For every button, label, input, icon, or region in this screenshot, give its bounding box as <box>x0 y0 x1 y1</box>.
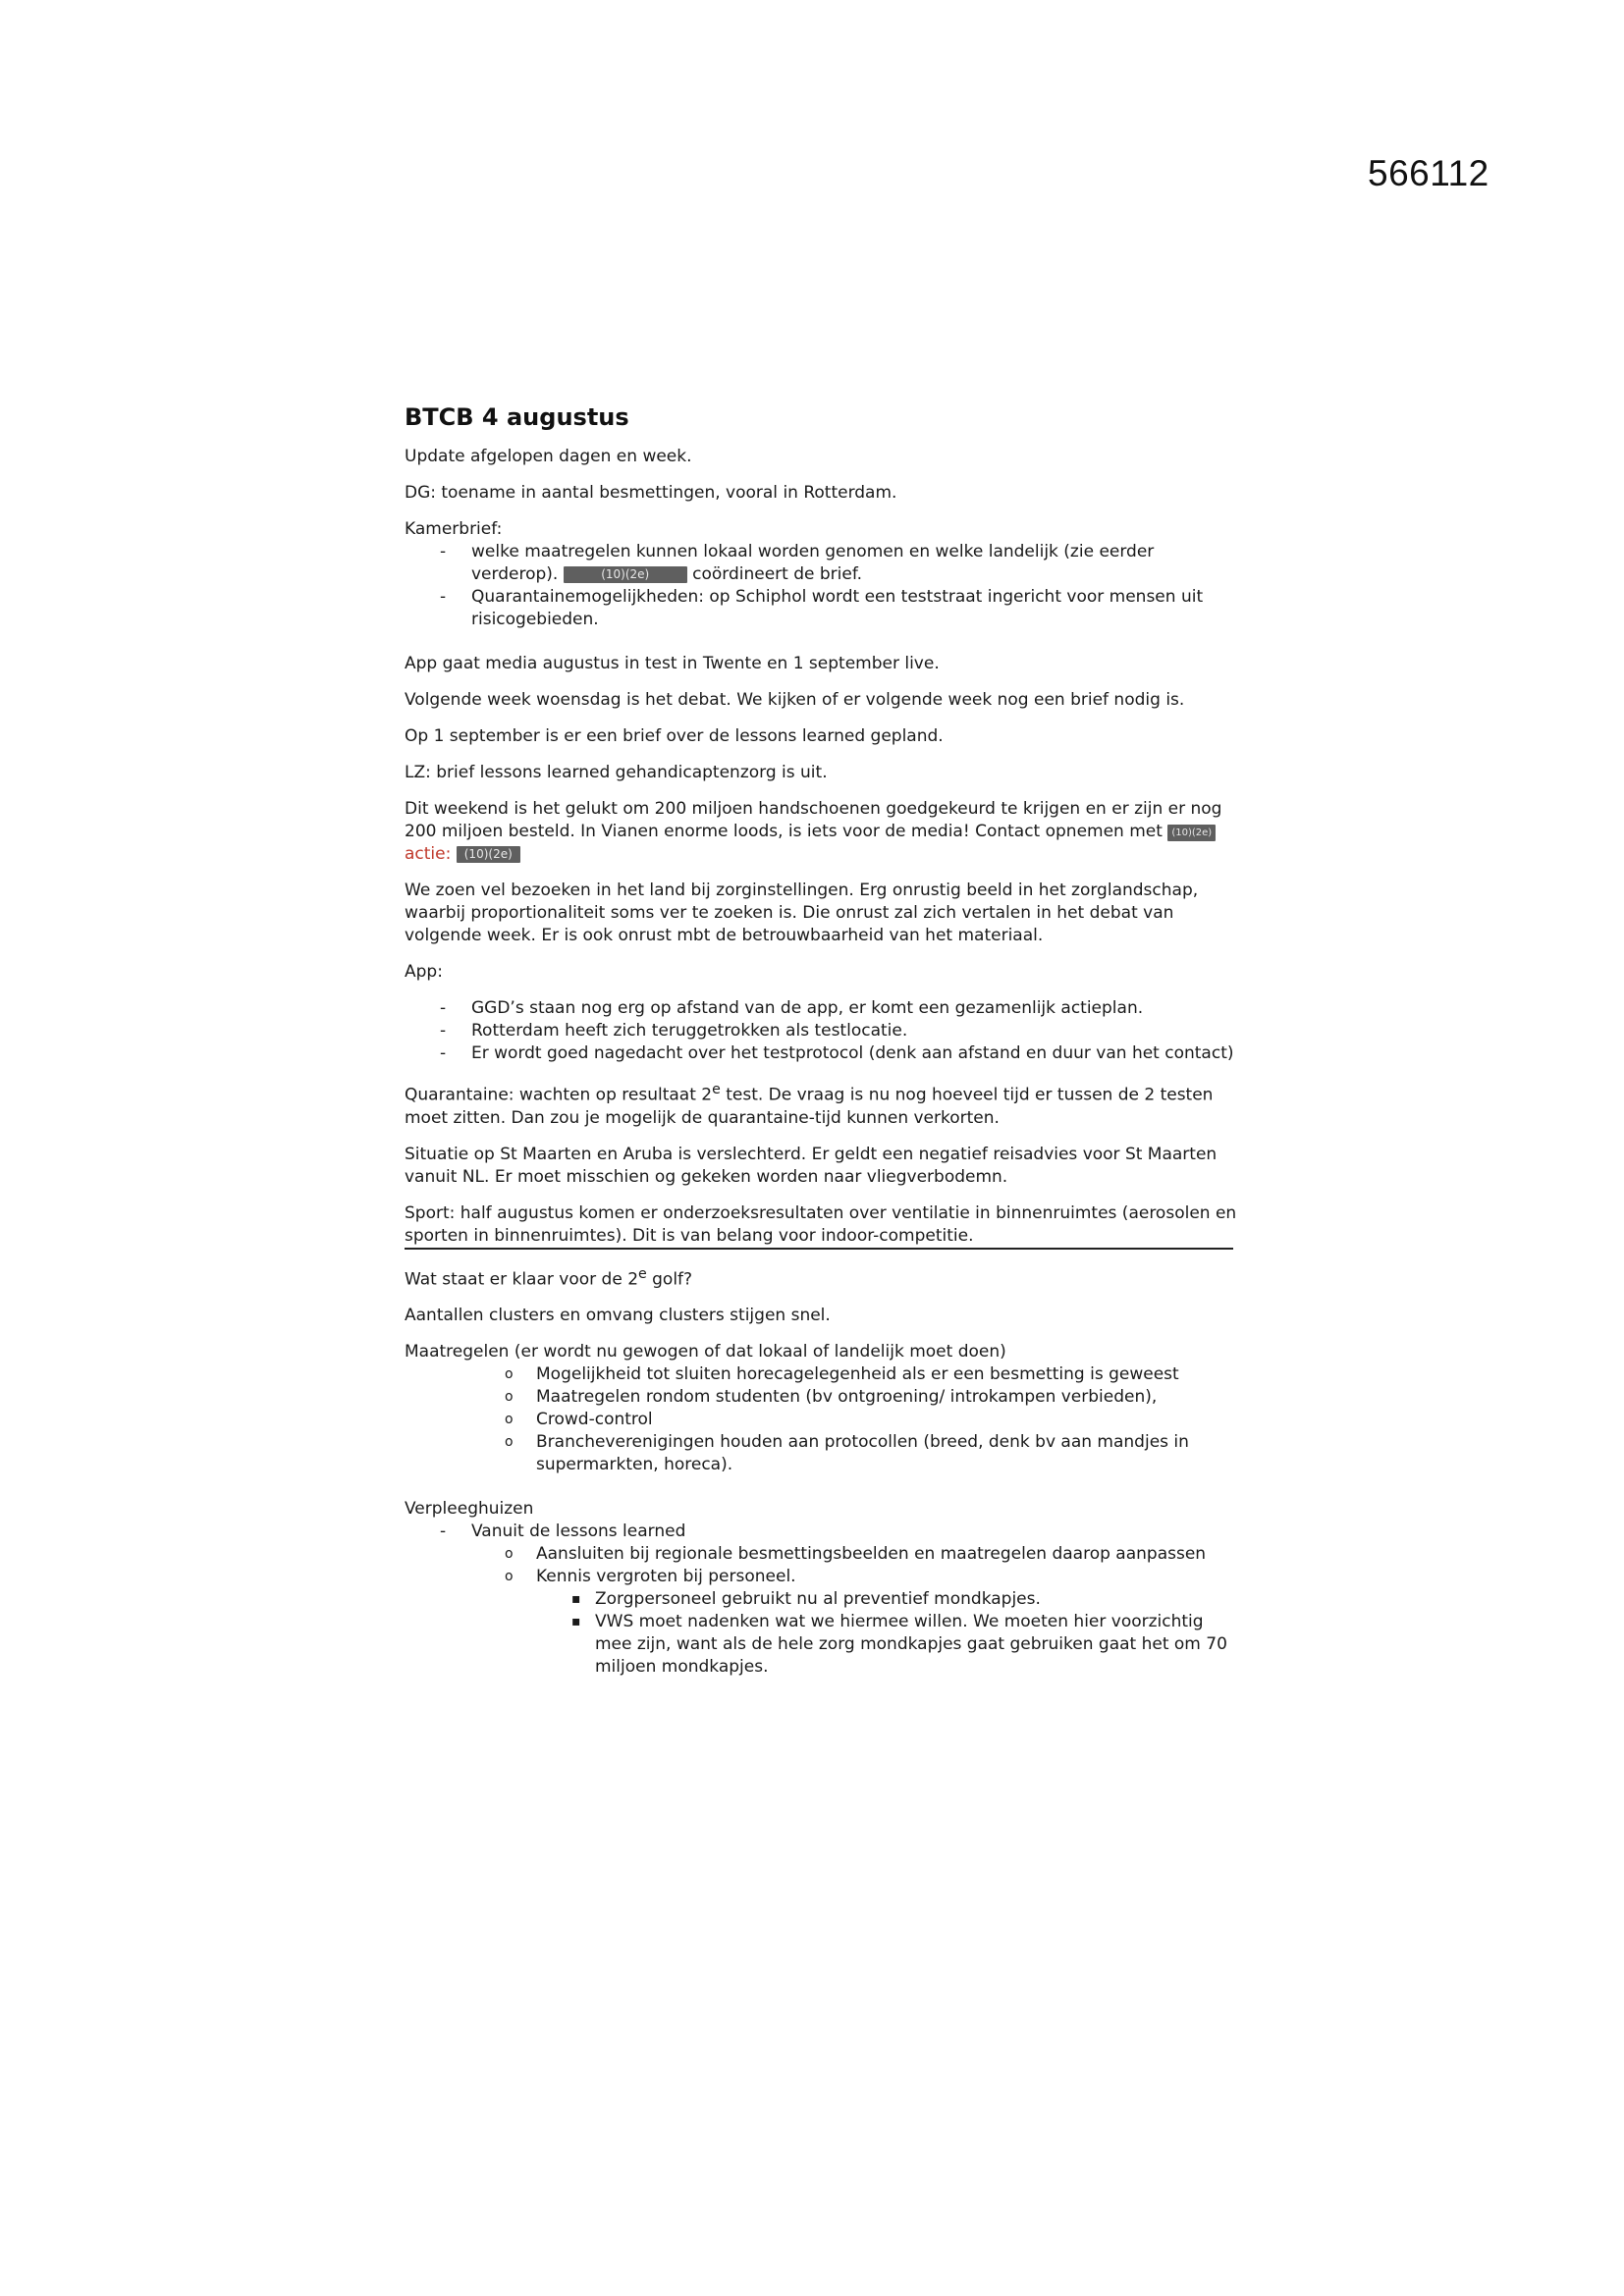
verpleeghuizen-list <box>405 1521 1239 1543</box>
kamerbrief-item-text: welke maatregelen kunnen lokaal worden genomen en welke landelijk (zie eerder verderop). <box>471 542 1155 584</box>
superscript: e <box>638 1265 647 1282</box>
app-list <box>405 997 1239 1065</box>
st-maarten-paragraph: Situatie op St Maarten en Aruba is verslechterd. Er geldt een negatief reisadvies voor St Maarten vanuit NL. Er moet misschien og gekeken worden naar vliegverbodemn. <box>405 1144 1218 1187</box>
actie-label: actie: <box>405 844 452 864</box>
sport-paragraph: Sport: half augustus komen er onderzoeksresultaten over ventilatie in binnenruimtes (aerosolen en sporten in binnenruimtes). Dit is van belang voor indoor-competitie. <box>405 1202 1237 1246</box>
redaction-box: (10)(2e) <box>457 846 520 863</box>
list-item: - Quarantainemogelijkheden: op Schiphol wordt een teststraat ingericht voor mensen uit risicogebieden. <box>440 586 1239 631</box>
verpleeghuizen-bullets <box>536 1588 1239 1679</box>
list-item: o Maatregelen rondom studenten (bv ontgroening/ introkampen verbieden), <box>505 1386 1239 1409</box>
sublist-item-text: Kennis vergroten bij personeel. <box>536 1567 796 1587</box>
list-item: ▪ Zorgpersoneel gebruikt nu al preventief mondkapjes. <box>571 1588 1239 1611</box>
redaction-box: (10)(2e) <box>564 566 687 583</box>
handschoenen-text: Dit weekend is het gelukt om 200 miljoen handschoenen goedgekeurd te krijgen en er zijn er nog 200 miljoen besteld. In Vianen enorme loods, is iets voor de media! Contact opnemen met <box>405 799 1222 841</box>
quarantaine-paragraph <box>405 1079 1239 1130</box>
golf-text-rest: golf? <box>646 1269 693 1290</box>
intro-paragraph: Update afgelopen dagen en week. <box>405 447 692 466</box>
lz-paragraph: LZ: brief lessons learned gehandicaptenzorg is uit. <box>405 763 828 782</box>
maatregelen-list <box>405 1363 1239 1476</box>
app-heading: App: <box>405 962 443 982</box>
golf-heading <box>405 1263 1239 1292</box>
lessons-paragraph: Op 1 september is er een brief over de lessons learned gepland. <box>405 726 944 746</box>
document-body <box>405 402 1239 1679</box>
document-number: 566112 <box>1368 153 1489 193</box>
clusters-paragraph: Aantallen clusters en omvang clusters stijgen snel. <box>405 1306 831 1326</box>
bezoeken-paragraph: We zoen vel bezoeken in het land bij zorginstellingen. Erg onrustig beeld in het zorglandschap, waarbij proportionaliteit soms ver te zoeken is. Die onrust zal zich vertalen in het debat van volgende week. Er is ook onrust mbt de betrouwbaarheid van het materiaal. <box>405 881 1199 945</box>
kamerbrief-list <box>405 541 1239 631</box>
list-item: o Mogelijkheid tot sluiten horecagelegenheid als er een besmetting is geweest <box>505 1363 1239 1386</box>
maatregelen-heading: Maatregelen (er wordt nu gewogen of dat lokaal of landelijk moet doen) <box>405 1342 1006 1362</box>
verpleeghuizen-heading: Verpleeghuizen <box>405 1499 534 1520</box>
list-item: - Vanuit de lessons learned <box>440 1521 1239 1543</box>
list-item <box>440 541 1239 586</box>
redaction-box: (10)(2e) <box>1167 825 1216 841</box>
golf-text: Wat staat er klaar voor de 2 <box>405 1269 639 1290</box>
superscript: e <box>712 1082 721 1097</box>
verpleeghuizen-sublist <box>405 1543 1239 1679</box>
list-item <box>505 1566 1239 1679</box>
kamerbrief-heading: Kamerbrief: <box>405 519 503 539</box>
debat-paragraph: Volgende week woensdag is het debat. We kijken of er volgende week nog een brief nodig is. <box>405 690 1185 710</box>
list-item: o Brancheverenigingen houden aan protocollen (breed, denk bv aan mandjes in supermarkten, horeca). <box>505 1431 1239 1476</box>
document-title: BTCB 4 augustus <box>405 403 629 431</box>
handschoenen-paragraph <box>405 798 1239 866</box>
list-item: ▪ VWS moet nadenken wat we hiermee willen. We moeten hier voorzichtig mee zijn, want als de hele zorg mondkapjes gaat gebruiken gaat het om 70 miljoen mondkapjes. <box>571 1611 1239 1679</box>
list-item: - Er wordt goed nagedacht over het testprotocol (denk aan afstand en duur van het contact) <box>440 1042 1239 1065</box>
list-item: o Crowd-control <box>505 1409 1239 1431</box>
list-item: - Rotterdam heeft zich teruggetrokken als testlocatie. <box>440 1020 1239 1042</box>
app-test-paragraph: App gaat media augustus in test in Twente en 1 september live. <box>405 654 940 673</box>
list-item: - GGD’s staan nog erg op afstand van de app, er komt een gezamenlijk actieplan. <box>440 997 1239 1020</box>
dg-paragraph: DG: toename in aantal besmettingen, vooral in Rotterdam. <box>405 483 897 503</box>
quarantaine-text: Quarantaine: wachten op resultaat 2 <box>405 1085 713 1105</box>
kamerbrief-item-suffix: coördineert de brief. <box>692 564 862 584</box>
section-divider <box>405 1248 1233 1250</box>
quarantaine-text-rest: test. De vraag is nu nog hoeveel tijd er tussen de 2 testen moet zitten. Dan zou je mogelijk de quarantaine-tijd kunnen verkorten. <box>405 1085 1214 1128</box>
list-item: o Aansluiten bij regionale besmettingsbeelden en maatregelen daarop aanpassen <box>505 1543 1239 1566</box>
